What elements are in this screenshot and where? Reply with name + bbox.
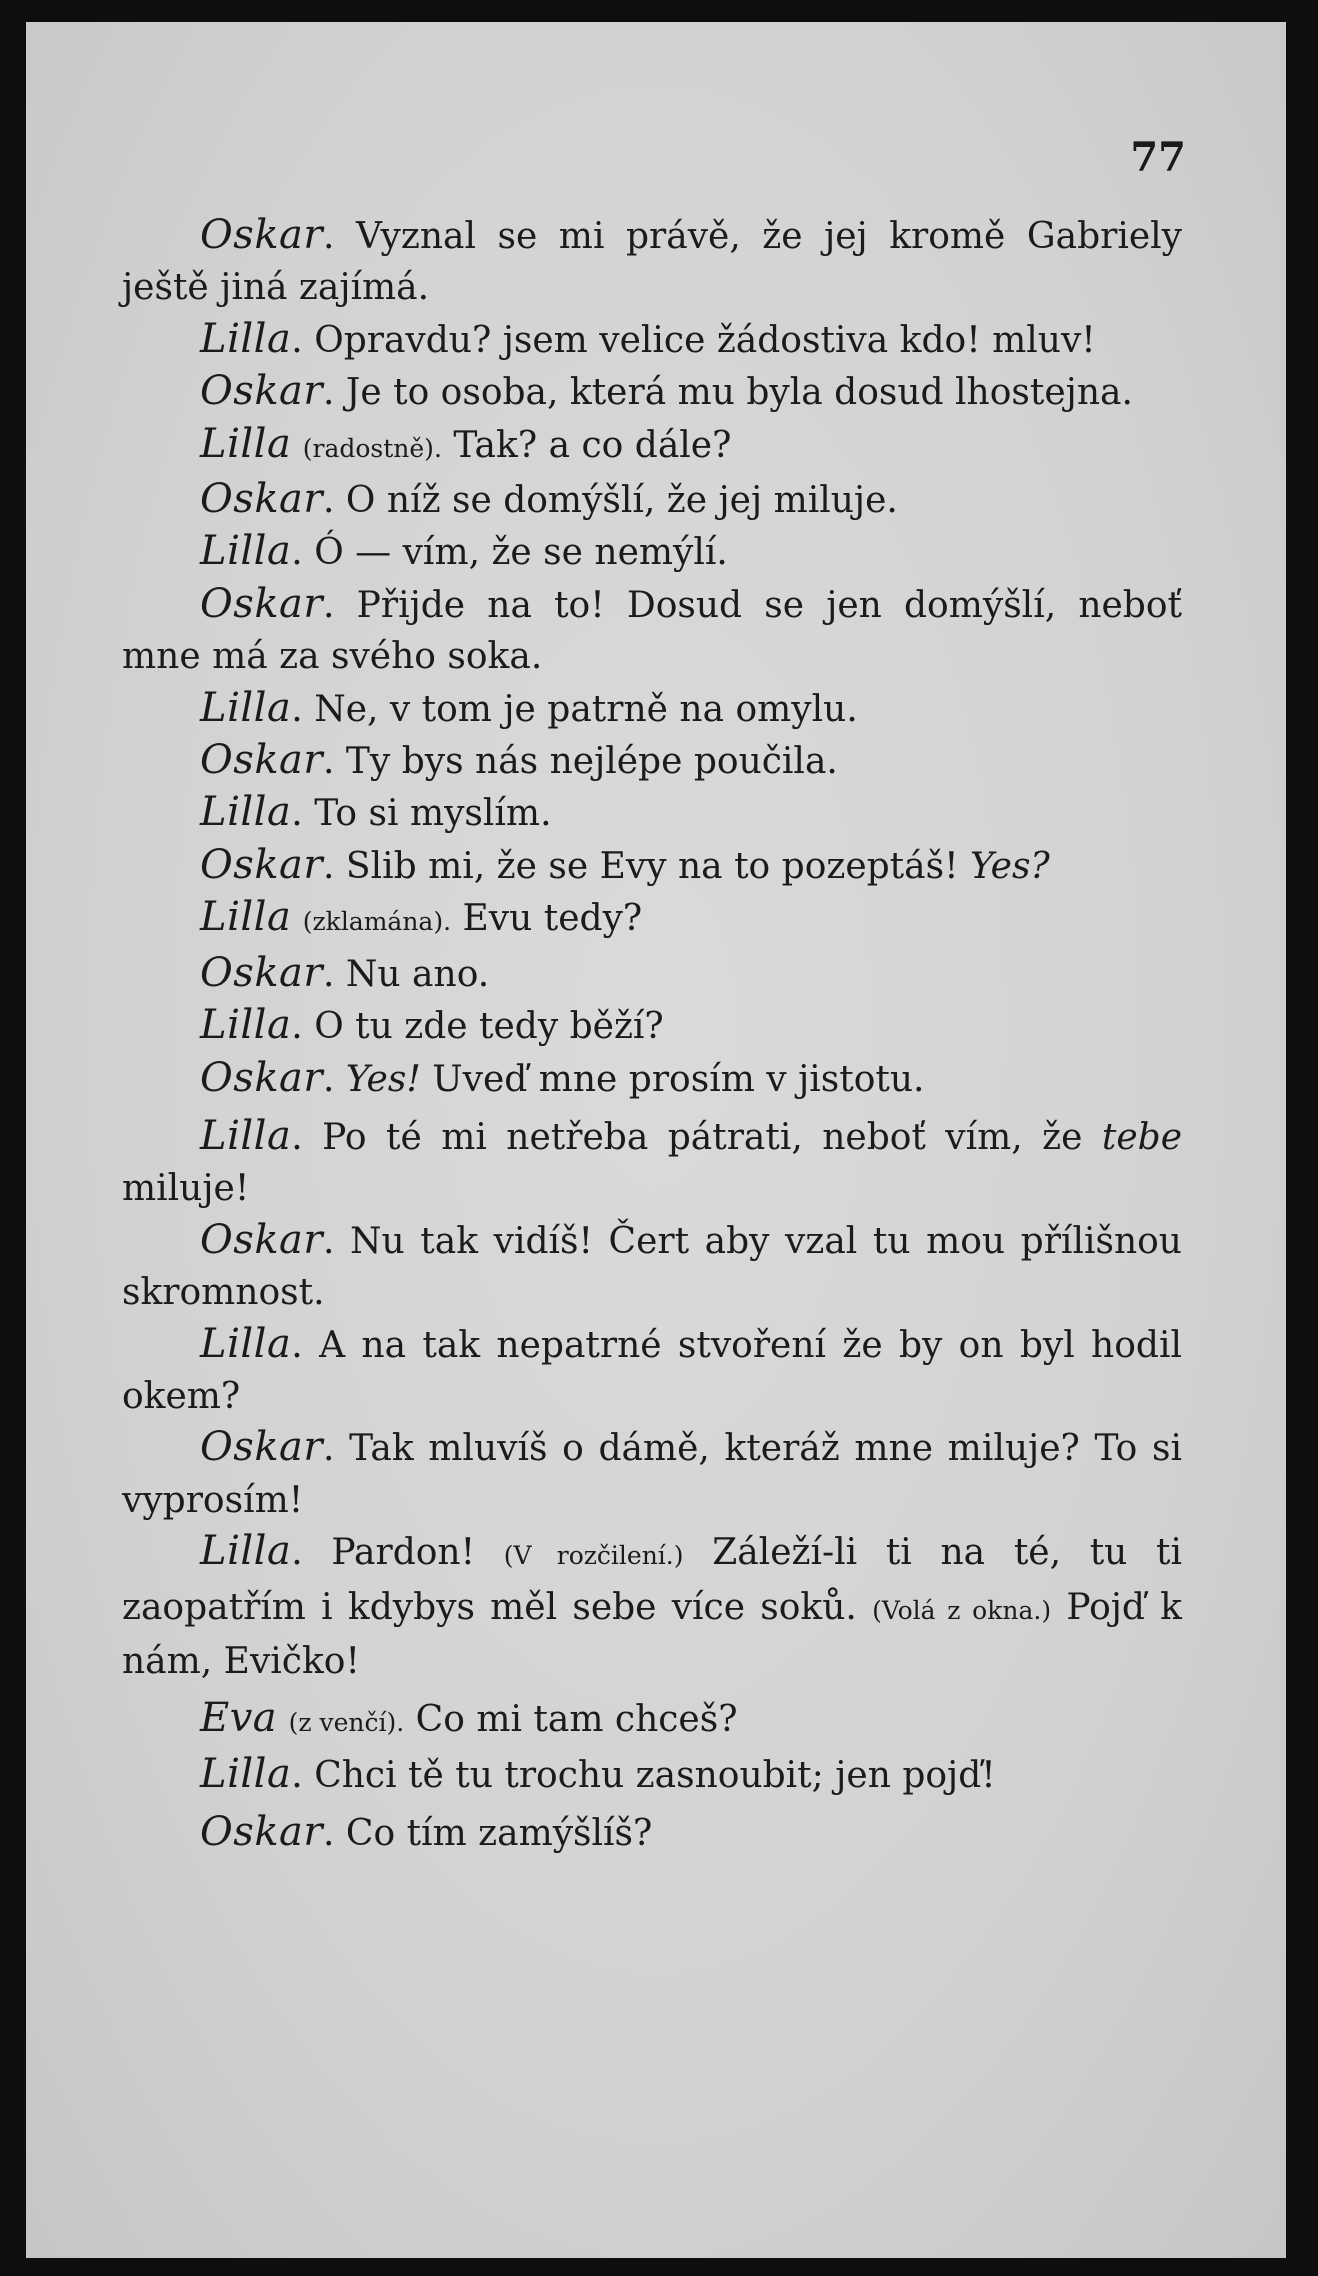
line-text: Záleží-li ti na té, tu ti zaopatřím i kdybys měl sebe více soků. [122,1532,1183,1628]
speaker-name: Oskar [200,1216,324,1263]
speaker-name: Lilla [200,1750,292,1797]
dialogue-line: Lilla. A na tak nepatrné stvoření že by on byl hodil okem? [122,1320,1182,1417]
line-text: Ó — vím, že se nemýlí. [314,532,728,574]
speaker-name: Oskar [200,476,324,523]
speaker-name: Lilla [200,315,292,362]
dialogue-line: Oskar. Ty bys nás nejlépe poučila. [200,737,838,784]
speaker-name: Oskar [200,212,324,258]
speaker-name: Lilla [200,1528,292,1575]
dialogue-line: Oskar. Nu tak vidíš! Čert aby vzal tu mou přílišnou skromnost. [122,1216,1182,1314]
line-text-after: miluje! [122,1168,250,1210]
dialogue-line: Lilla. Ó — vím, že se nemýlí. [200,528,728,575]
speaker-name: Lilla [200,789,292,836]
dialogue-line: Oskar. Tak mluvíš o dámě, kteráž mne miluje? To si vyprosím! [122,1424,1182,1521]
dialogue-line: Oskar. Je to osoba, která mu byla dosud lhostejna. [200,368,1133,415]
line-text: Uveď mne prosím v jistotu. [432,1058,925,1100]
dialogue-line: Lilla. To si myslím. [200,789,552,836]
dialogue-line [122,419,1182,474]
speaker-name: Lilla [200,1112,292,1159]
stage-direction: (z venčí). [288,1708,405,1738]
speaker-name: Oskar [200,1054,324,1101]
dialogue-line: Lilla. Ne, v tom je patrně na omylu. [200,684,858,731]
line-text-italic: Yes! [345,1058,421,1100]
line-text: To si myslím. [314,793,552,835]
line-text: Slib mi, že se Evy na to pozeptáš! [345,845,959,887]
line-text: O níž se domýšlí, že jej miluje. [345,480,898,522]
speaker-name: Oskar [200,949,324,996]
stage-direction: (Volá z okna.) [872,1595,1052,1625]
speaker-name: Lilla [200,684,292,731]
book-page [26,22,1286,2258]
line-text: Tak mluvíš o dámě, kteráž mne miluje? To si vyprosím! [122,1428,1182,1521]
speaker-name: Lilla [200,894,292,941]
dialogue-line: Oskar. O níž se domýšlí, že jej miluje. [200,476,898,523]
stage-direction: (zklamána). [302,907,452,937]
line-text: Nu ano. [345,953,490,995]
dialogue-line: Lilla. Opravdu? jsem velice žádostiva kdo! mluv! [200,315,1096,362]
line-text: Pojď k nám, Evičko! [122,1586,1182,1682]
line-text: Chci tě tu trochu zasnoubit; jen pojď! [314,1754,996,1796]
line-text: Je to osoba, která mu byla dosud lhostejna. [345,372,1133,414]
line-text: Nu tak vidíš! Čert aby vzal tu mou přílišnou skromnost. [122,1220,1182,1314]
line-text-italic: Yes? [970,845,1050,887]
dialogue-line [122,1693,1182,1748]
line-text: Evu tedy? [462,898,643,940]
dialogue-line: Lilla. Pardon! (V rozčilení.) Záleží-li ti na té, tu ti zaopatřím i kdybys měl sebe více soků. (Volá z okna.) Pojď k nám, Evičko! [122,1528,1183,1682]
line-text: Ty bys nás nejlépe poučila. [345,741,838,783]
dialogue-line: Lilla. Chci tě tu trochu zasnoubit; jen pojď! [200,1750,996,1797]
line-text: Co tím zamýšlíš? [345,1813,653,1855]
line-text: Ne, v tom je patrně na omylu. [314,688,858,730]
speaker-name: Lilla [200,420,292,467]
line-text: Přijde na to! Dosud se jen domýšlí, neboť mne má za svého soka. [122,584,1182,678]
stage-direction: (V rozčilení.) [503,1541,684,1571]
speaker-name: Eva [200,1695,278,1742]
dialogue-line: Lilla. O tu zde tedy běží? [200,1002,664,1049]
speaker-name: Oskar [200,841,324,888]
line-text: Vyznal se mi právě, že jej kromě Gabriely ještě jiná zajímá. [122,216,1183,309]
dialogue-line: Oskar. Yes! Uveď mne prosím v jistotu. [200,1054,925,1101]
dialogue-line: Oskar. Slib mi, že se Evy na to pozeptáš! Yes? [200,841,1050,888]
line-text: Pardon! [331,1532,476,1574]
line-text-italic: tebe [1101,1116,1183,1158]
speaker-name: Lilla [200,1320,292,1367]
speaker-name: Oskar [200,1424,324,1471]
stage-direction: (radostně). [302,433,442,463]
speaker-name: Lilla [200,1002,292,1049]
speaker-name: Oskar [200,737,324,784]
page-number: 77 [1130,134,1186,181]
dialogue-text [122,210,1182,1860]
speaker-name: Oskar [200,580,324,627]
line-text: Tak? a co dále? [453,424,732,466]
line-text: A na tak nepatrné stvoření že by on byl hodil okem? [122,1324,1182,1417]
line-text: Po té mi netřeba pátrati, neboť vím, že [322,1116,1083,1158]
dialogue-line: Oskar. Co tím zamýšlíš? [200,1809,653,1856]
line-text: O tu zde tedy běží? [314,1006,664,1048]
speaker-name: Oskar [200,368,324,415]
dialogue-line: Oskar. Vyznal se mi právě, že jej kromě Gabriely ještě jiná zajímá. [122,212,1183,309]
dialogue-line: Lilla. Po té mi netřeba pátrati, neboť vím, že tebe miluje! [122,1112,1183,1210]
speaker-name: Lilla [200,528,292,575]
line-text: Opravdu? jsem velice žádostiva kdo! mluv! [314,319,1096,361]
dialogue-line: Oskar. Přijde na to! Dosud se jen domýšlí, neboť mne má za svého soka. [122,580,1182,678]
dialogue-line [122,892,1182,947]
dialogue-line: Oskar. Nu ano. [200,949,490,996]
speaker-name: Oskar [200,1809,324,1856]
line-text: Co mi tam chceš? [415,1699,738,1741]
